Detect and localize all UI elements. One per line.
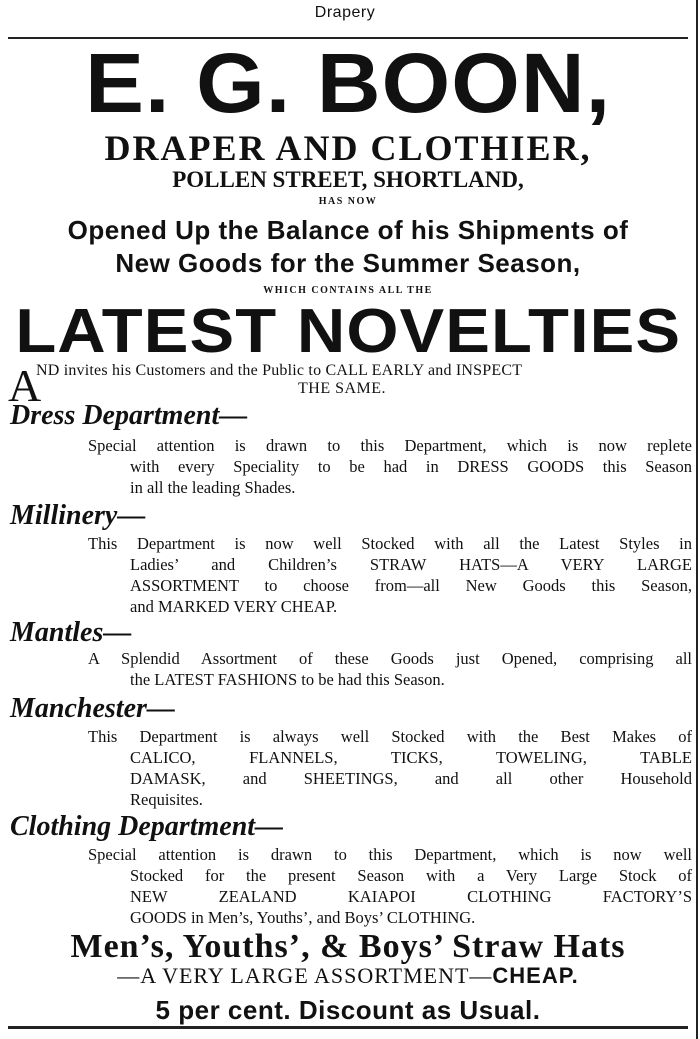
invitation-line-2: THE SAME. (298, 380, 387, 397)
text-line: with every Speciality to be had in DRESS GOODS this Season (130, 457, 692, 476)
text-line: Special attention is drawn to this Department, which is now well (88, 845, 692, 864)
straw-hats-heading: Men’s, Youths’, & Boys’ Straw Hats (70, 928, 626, 965)
text-line: A Splendid Assortment of these Goods just Opened, comprising all (88, 649, 692, 668)
text-line: Stocked for the present Season with a Very Large Stock of (130, 866, 692, 885)
text-line: and MARKED VERY CHEAP. (130, 597, 338, 616)
manchester-text (88, 726, 692, 810)
heading-millinery: Millinery— (10, 500, 146, 531)
opened-line-1: Opened Up the Balance of his Shipments of (67, 215, 629, 245)
invitation-line-1: ND invites his Customers and the Public to CALL EARLY and INSPECT (36, 362, 523, 379)
millinery-text (88, 533, 692, 617)
assortment-cheap-line (0, 962, 696, 990)
section-label: Drapery (314, 4, 376, 21)
headline-latest-novelties: LATEST NOVELTIES (15, 297, 682, 366)
text-line: GOODS in Men’s, Youths’, and Boys’ CLOTHING. (130, 908, 476, 927)
heading-clothing-department: Clothing Department— (10, 811, 284, 842)
heading-manchester: Manchester— (10, 693, 175, 724)
text-line: Ladies’ and Children’s STRAW HATS—A VERY LARGE (130, 555, 692, 574)
bottom-divider (8, 1026, 688, 1029)
discount-line: 5 per cent. Discount as Usual. (155, 995, 541, 1025)
advert-title: E. G. BOON, (85, 36, 612, 130)
dress-department-text (88, 435, 692, 498)
mantles-text (88, 648, 692, 690)
heading-dress-department: Dress Department— (10, 400, 248, 431)
which-contains-text: WHICH CONTAINS ALL THE (263, 285, 433, 296)
drop-cap: A (8, 360, 42, 411)
text-line: Special attention is drawn to this Department, which is now replete (88, 436, 692, 455)
has-now-text: HAS NOW (318, 196, 378, 207)
text-line: This Department is now well Stocked with all the Latest Styles in (88, 534, 692, 553)
text-line: Requisites. (130, 790, 203, 809)
text-line: CALICO, FLANNELS, TICKS, TOWELING, TABLE (130, 748, 692, 767)
column-rule (696, 0, 698, 1039)
text-line: NEW ZEALAND KAIAPOI CLOTHING FACTORY’S (130, 887, 692, 906)
advert-address: POLLEN STREET, SHORTLAND, (172, 167, 524, 192)
heading-mantles: Mantles— (10, 617, 132, 648)
text-line: the LATEST FASHIONS to be had this Season. (130, 670, 445, 689)
text-line: in all the leading Shades. (130, 478, 296, 497)
clothing-department-text (88, 844, 692, 928)
advert-subtitle: DRAPER AND CLOTHIER, (104, 128, 592, 168)
text-line: ASSORTMENT to choose from—all New Goods this Season, (130, 576, 692, 595)
assortment-text: —A VERY LARGE ASSORTMENT— (117, 963, 493, 988)
opened-line-2: New Goods for the Summer Season, (115, 248, 581, 278)
text-line: DAMASK, and SHEETINGS, and all other Household (130, 769, 692, 788)
cheap-text: CHEAP. (492, 963, 579, 988)
text-line: This Department is always well Stocked with the Best Makes of (88, 727, 692, 746)
